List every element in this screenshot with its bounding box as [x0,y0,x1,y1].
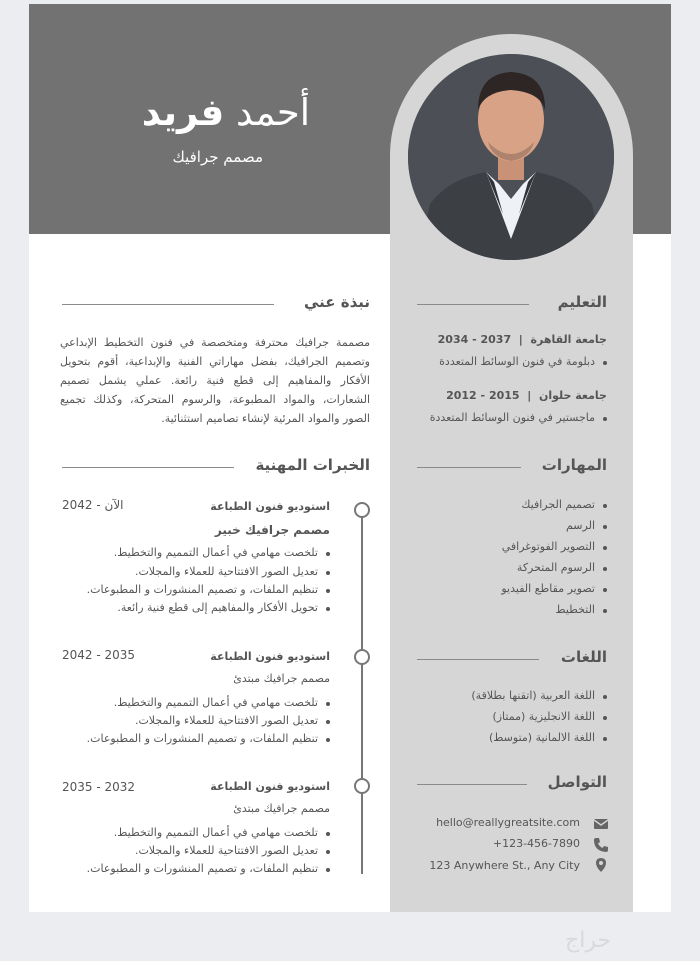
skill-item: الرسم [440,519,595,532]
education-heading: التعليم [557,293,607,311]
about-heading: نبذة عني [303,293,370,311]
language-level: (متوسط) [488,731,533,744]
contact-divider [417,784,527,785]
about-text: مصممة جرافيك محترفة ومتخصصة في فنون التخطيط الإبداعي وتصميم الجرافيك، بفضل مهاراتي الفنية والإبداعية، أقوم بتحويل الأفكار والمفاهيم إلى قطع فنية رائعة. عملي يشمل تصميم الشعارات، والمواد المطبوعة، والرسوم المتحركة، وكذلك تجميع الصور والمواد المرئية لإنشاء تصاميم استثنائية. [60,336,370,425]
skill-item: التصوير الفوتوغرافي [440,540,595,553]
experience-bullet: تلخصت مهامي في أعمال التمميم والتخطيط. [100,546,318,559]
last-name: فريد [141,91,225,134]
skills-heading: المهارات [541,456,607,474]
experience-role: مصمم جرافيك خبير [214,523,330,537]
languages-divider [417,659,539,660]
language-level: (اتقنها بطلاقة) [471,689,537,702]
experience-bullet: تلخصت مهامي في أعمال التمميم والتخطيط. [100,696,318,709]
about-divider [62,304,274,305]
skill-item: تصوير مقاطع الفيديو [440,582,595,595]
language-item [420,689,595,702]
timeline-dot [354,649,370,665]
language-item [420,731,595,744]
email-icon [593,816,609,832]
first-name: أحمد [236,91,310,134]
experience-divider [62,467,234,468]
experience-company: استوديو فنون الطباعة [210,650,330,663]
experience-period: 2042 - 2035 [62,648,136,662]
experience-bullet: تعديل الصور الافتتاحية للعملاء والمجلات. [100,565,318,578]
phone-icon [593,837,609,853]
language-level: (ممتاز) [492,710,526,723]
language-name: اللغة العربية [540,689,595,702]
watermark: حراج [565,928,612,953]
education-school: جامعة حلوان [538,389,607,402]
timeline-dot [354,778,370,794]
separator: | [523,389,536,402]
skills-divider [417,467,521,468]
experience-bullet: تعديل الصور الافتتاحية للعملاء والمجلات. [100,844,318,857]
education-years: 2015 - 2012 [446,389,520,402]
experience-period: 2035 - 2032 [62,780,136,794]
skill-item: تصميم الجرافيك [440,498,595,511]
experience-bullet: تعديل الصور الافتتاحية للعملاء والمجلات. [100,714,318,727]
experience-bullet: تنظيم الملفات، و تصميم المنشورات و المطبوعات. [86,583,318,596]
location-pin-icon [593,857,609,873]
contact-email[interactable]: hello@reallygreatsite.com [436,816,580,829]
language-name: اللغة الالمانية [535,731,595,744]
separator: | [514,333,527,346]
experience-role: مصمم جرافيك مبتدئ [233,672,330,685]
experience-bullet: تنظيم الملفات، و تصميم المنشورات و المطبوعات. [86,732,318,745]
education-school: جامعة القاهرة [530,333,607,346]
contact-phone[interactable]: +123-456-7890 [492,837,580,850]
education-degree: ماجستير في فنون الوسائط المتعددة [420,411,595,424]
education-years: 2037 - 2034 [437,333,512,346]
experience-heading: الخبرات المهنية [255,456,370,474]
skill-item: الرسوم المتحركة [440,561,595,574]
languages-heading: اللغات [560,648,607,666]
education-entry [420,389,607,402]
experience-period: 2042 - الآن [62,498,124,512]
profile-photo [408,54,614,260]
skill-item: التخطيط [440,603,595,616]
experience-bullet: تحويل الأفكار والمفاهيم إلى قطع فنية رائعة. [90,601,318,614]
timeline-dot [354,502,370,518]
experience-company: استوديو فنون الطباعة [210,500,330,513]
language-item [420,710,595,723]
language-name: اللغة الانجليزية [528,710,595,723]
job-title: مصمم جرافيك [172,148,263,166]
education-entry [420,333,607,346]
full-name [110,88,310,138]
contact-heading: التواصل [547,773,607,791]
education-divider [417,304,529,305]
experience-company: استوديو فنون الطباعة [210,780,330,793]
education-degree: دبلومة في فنون الوسائط المتعددة [420,355,595,368]
contact-address: 123 Anywhere St., Any City [429,859,580,872]
experience-bullet: تنظيم الملفات، و تصميم المنشورات و المطبوعات. [86,862,318,875]
experience-role: مصمم جرافيك مبتدئ [233,802,330,815]
experience-bullet: تلخصت مهامي في أعمال التمميم والتخطيط. [100,826,318,839]
timeline-line [361,509,363,874]
portrait-illustration [408,54,614,260]
